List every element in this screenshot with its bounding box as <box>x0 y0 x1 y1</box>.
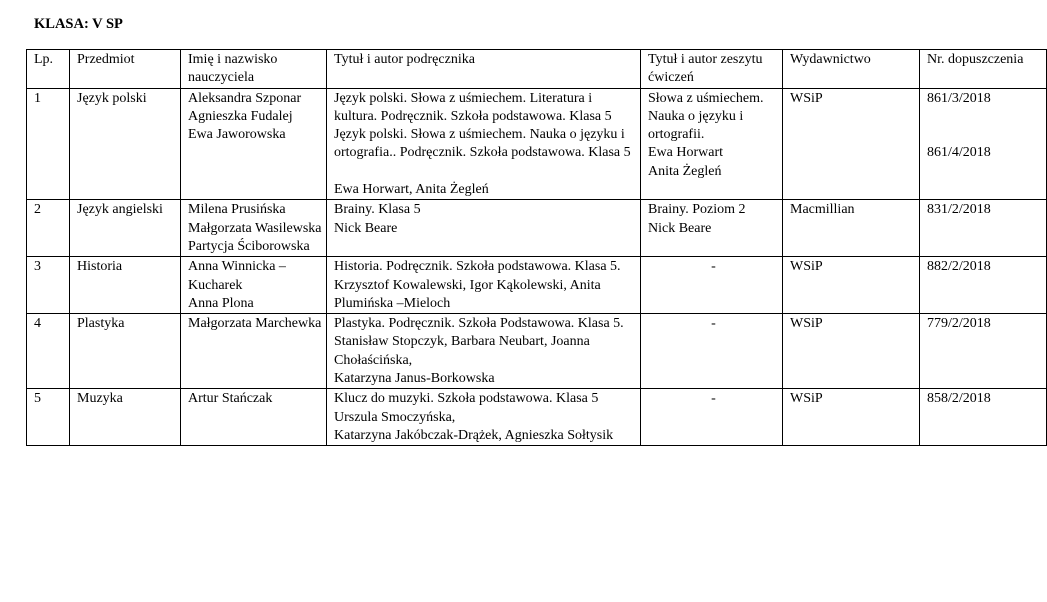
teacher-name: Partycja Ściborowska <box>188 238 310 254</box>
cell-textbook <box>327 389 641 446</box>
header-teacher: Imię i nazwisko nauczyciela <box>181 50 327 89</box>
cell-subject: Język polski <box>70 88 181 200</box>
workbook-entry: Brainy. Poziom 2 <box>648 202 746 218</box>
textbook-authors: Urszula Smoczyńska, <box>334 409 456 425</box>
header-subject: Przedmiot <box>70 50 181 89</box>
textbook-entry: Historia. Podręcznik. Szkoła podstawowa. Klasa 5. <box>334 259 621 275</box>
cell-teachers <box>181 389 327 446</box>
teacher-name: Aleksandra Szponar <box>188 90 302 106</box>
table-row <box>27 389 1047 446</box>
workbook-author: Ewa Horwart <box>648 145 724 161</box>
textbook-table <box>26 49 1047 446</box>
table-row <box>27 200 1047 257</box>
cell-workbook: - <box>641 389 783 446</box>
cell-approval: 831/2/2018 <box>920 200 1047 257</box>
textbook-authors: Ewa Horwart, Anita Żegleń <box>334 182 489 198</box>
workbook-author: Anita Żegleń <box>648 163 722 179</box>
cell-publisher: WSiP <box>783 389 920 446</box>
teacher-name: Milena Prusińska <box>188 202 286 218</box>
cell-approval <box>920 88 1047 200</box>
cell-workbook: - <box>641 314 783 389</box>
cell-textbook <box>327 257 641 314</box>
header-textbook: Tytuł i autor podręcznika <box>327 50 641 89</box>
cell-subject: Plastyka <box>70 314 181 389</box>
cell-teachers <box>181 314 327 389</box>
cell-lp: 4 <box>27 314 70 389</box>
cell-textbook <box>327 314 641 389</box>
header-lp: Lp. <box>27 50 70 89</box>
workbook-entry: Słowa z uśmiechem. Nauka o języku i ortografii. <box>648 90 764 143</box>
page-heading: KLASA: V SP <box>34 16 123 32</box>
approval-number: 861/3/2018 <box>927 90 991 106</box>
cell-teachers <box>181 257 327 314</box>
cell-textbook <box>327 200 641 257</box>
cell-subject: Język angielski <box>70 200 181 257</box>
table-row <box>27 314 1047 389</box>
textbook-entry: Plastyka. Podręcznik. Szkoła Podstawowa. Klasa 5. <box>334 316 624 332</box>
cell-teachers <box>181 200 327 257</box>
header-approval: Nr. dopuszczenia <box>920 50 1047 89</box>
textbook-entry: Język polski. Słowa z uśmiechem. Nauka o języku i ortografia.. Podręcznik. Szkoła podstawowa. Klasa 5 <box>334 127 631 161</box>
header-publisher: Wydawnictwo <box>783 50 920 89</box>
teacher-name: Anna Winnicka – Kucharek <box>188 259 286 293</box>
cell-approval: 779/2/2018 <box>920 314 1047 389</box>
teacher-name: Ewa Jaworowska <box>188 127 286 143</box>
cell-workbook <box>641 88 783 200</box>
textbook-entry: Klucz do muzyki. Szkoła podstawowa. Klasa 5 <box>334 391 599 407</box>
teacher-name: Agnieszka Fudalej <box>188 108 293 124</box>
table-header-row <box>27 50 1047 89</box>
approval-number: 861/4/2018 <box>927 145 991 161</box>
cell-publisher: Macmillian <box>783 200 920 257</box>
teacher-name: Artur Stańczak <box>188 391 273 407</box>
textbook-authors: Nick Beare <box>334 220 398 236</box>
teacher-name: Małgorzata Wasilewska <box>188 220 322 236</box>
cell-lp: 1 <box>27 88 70 200</box>
teacher-name: Anna Plona <box>188 295 254 311</box>
table-row <box>27 88 1047 200</box>
cell-lp: 5 <box>27 389 70 446</box>
cell-lp: 3 <box>27 257 70 314</box>
textbook-authors: Stanisław Stopczyk, Barbara Neubart, Joanna Chołaścińska, <box>334 334 590 368</box>
cell-textbook <box>327 88 641 200</box>
textbook-authors: Katarzyna Jakóbczak-Drążek, Agnieszka Sołtysik <box>334 427 614 443</box>
cell-workbook <box>641 200 783 257</box>
textbook-authors: Krzysztof Kowalewski, Igor Kąkolewski, Anita Plumińska –Mieloch <box>334 277 601 311</box>
textbook-entry: Język polski. Słowa z uśmiechem. Literatura i kultura. Podręcznik. Szkoła podstawowa. Klasa 5 <box>334 90 612 124</box>
textbook-entry: Brainy. Klasa 5 <box>334 202 421 218</box>
textbook-authors: Katarzyna Janus-Borkowska <box>334 371 495 387</box>
table-row <box>27 257 1047 314</box>
cell-publisher: WSiP <box>783 314 920 389</box>
header-workbook: Tytuł i autor zeszytu ćwiczeń <box>641 50 783 89</box>
teacher-name: Małgorzata Marchewka <box>188 316 322 332</box>
cell-workbook: - <box>641 257 783 314</box>
cell-publisher: WSiP <box>783 257 920 314</box>
cell-approval: 882/2/2018 <box>920 257 1047 314</box>
cell-subject: Historia <box>70 257 181 314</box>
cell-approval: 858/2/2018 <box>920 389 1047 446</box>
cell-teachers <box>181 88 327 200</box>
workbook-author: Nick Beare <box>648 220 712 236</box>
cell-publisher: WSiP <box>783 88 920 200</box>
cell-lp: 2 <box>27 200 70 257</box>
cell-subject: Muzyka <box>70 389 181 446</box>
